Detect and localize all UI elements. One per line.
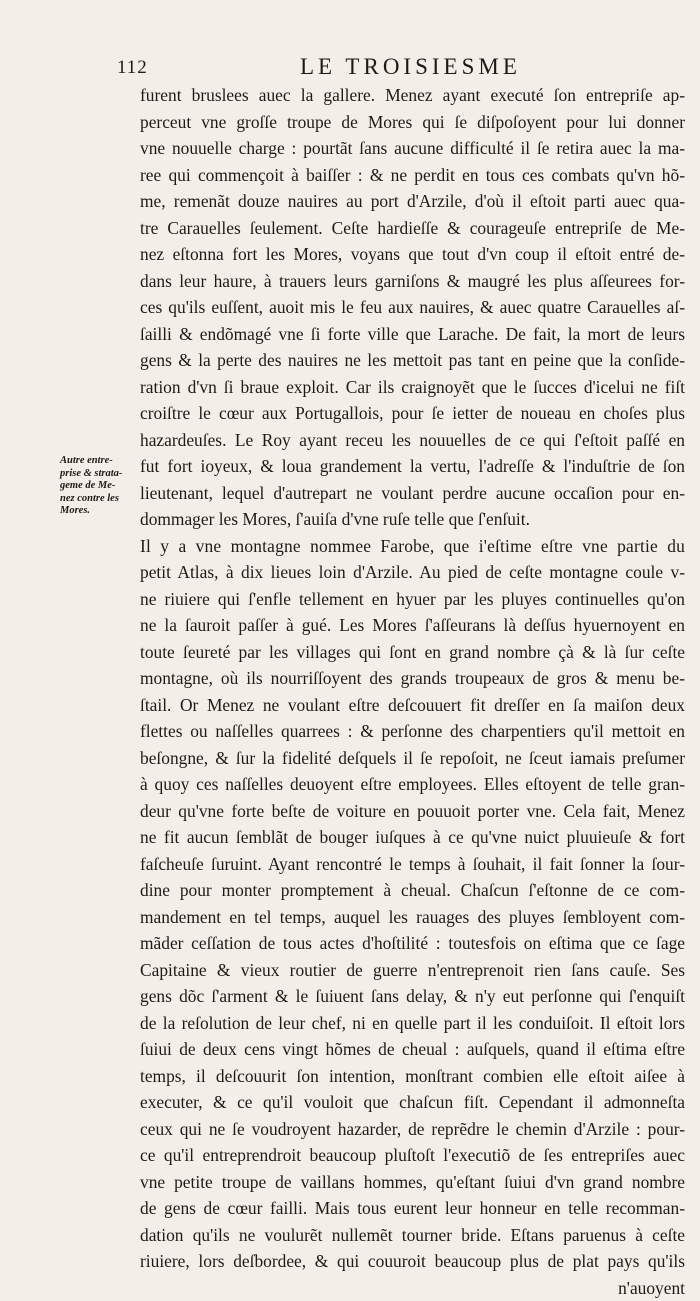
- text-line: ces qu'ils euſſent, auoit mis le feu aux nauires, & auec quatre Carauelles aſ-: [140, 294, 685, 321]
- text-line: mãder ceſſation de tous actes d'hoſtilité : toutesfois on eſtima que ce ſage: [140, 930, 685, 957]
- text-line: vne nouuelle charge : pourtãt ſans aucune difficulté il ſe retira auec la ma-: [140, 135, 685, 162]
- text-line: ration d'vn ſi braue exploit. Car ils craignoyẽt que le ſucces d'icelui ne fiſt: [140, 374, 685, 401]
- text-line: furent bruslees auec la gallere. Menez ayant executé ſon entrepriſe ap-: [140, 82, 685, 109]
- text-line: fut fort ioyeux, & loua grandement la vertu, l'adreſſe & l'induſtrie de ſon: [140, 453, 685, 480]
- text-line: Capitaine & vieux routier de guerre n'entreprenoit rien ſans cauſe. Ses: [140, 957, 685, 984]
- text-line: dommager les Mores, ſ'auiſa d'vne ruſe telle que ſ'enſuit.: [140, 506, 685, 533]
- body-text: [140, 82, 685, 1301]
- running-head: LE TROISIESME: [300, 54, 521, 80]
- text-line: executer, & ce qu'il vouloit que chaſcun fiſt. Cependant il admonneſta: [140, 1089, 685, 1116]
- margin-note-line: nez contre les: [60, 493, 138, 506]
- text-line: ne riuiere qui ſ'enfle tellement en hyuer par les pluyes continuelles qu'on: [140, 586, 685, 613]
- text-line: de la reſolution de leur chef, ni en quelle part il les conduiſoit. Il eſtoit lors: [140, 1010, 685, 1037]
- text-line: ree qui commençoit à baiſſer : & ne perdit en tous ces combats qu'vn hõ-: [140, 162, 685, 189]
- text-line: toute ſeureté par les villages qui ſont en grand nombre çà & là ſur ceſte: [140, 639, 685, 666]
- margin-note-line: prise & strata-: [60, 468, 138, 481]
- text-line: temps, il deſcouurit ſon intention, monſtrant combien elle eſtoit aiſee à: [140, 1063, 685, 1090]
- text-line: lieutenant, lequel d'autrepart ne voulant perdre aucune occaſion pour en-: [140, 480, 685, 507]
- text-line: riuiere, lors deſbordee, & qui couuroit beaucoup plus de plat pays qu'ils: [140, 1248, 685, 1275]
- text-line: beſongne, & ſur la fidelité deſquels il ſe repoſoit, ne ſceut iamais preſumer: [140, 745, 685, 772]
- margin-note-line: Mores.: [60, 505, 138, 518]
- text-line: ne la ſauroit paſſer à gué. Les Mores ſ'aſſeurans là deſſus hyuernoyent en: [140, 612, 685, 639]
- text-line: dation qu'ils ne voulurẽt nullemẽt tourner bride. Eſtans paruenus à ceſte: [140, 1222, 685, 1249]
- text-line: montagne, où ils nourriſſoyent des grands troupeaux de gros & menu be-: [140, 665, 685, 692]
- text-line: tre Carauelles ſeulement. Ceſte hardieſſe & courageuſe entrepriſe de Me-: [140, 215, 685, 242]
- text-line: ne fit aucun ſemblãt de bouger iuſques à ce qu'vne nuict pluuieuſe & fort: [140, 824, 685, 851]
- text-line: perceut vne groſſe troupe de Mores qui ſe diſpoſoyent pour lui donner: [140, 109, 685, 136]
- text-line: ſuiui de deux cens vingt hõmes de cheual : auſquels, quand il eſtima eſtre: [140, 1036, 685, 1063]
- text-line: ſailli & endõmagé vne ſi forte ville que Larache. De fait, la mort de leurs: [140, 321, 685, 348]
- margin-note-line: geme de Me-: [60, 480, 138, 493]
- text-line: Il y a vne montagne nommee Farobe, que i'eſtime eſtre vne partie du: [140, 533, 685, 560]
- page-number: 112: [117, 57, 148, 79]
- text-line: dine pour monter promptement à cheual. Chaſcun ſ'eſtonne de ce com-: [140, 877, 685, 904]
- text-line: vne petite troupe de vaillans hommes, qu'eſtant ſuiui d'vn grand nombre: [140, 1169, 685, 1196]
- text-line: me, remenãt douze nauires au port d'Arzile, d'où il eſtoit parti auec qua-: [140, 188, 685, 215]
- text-line: gens & la perte des nauires ne les mettoit pas tant en peine que la conſide-: [140, 347, 685, 374]
- text-line: hazardeuſes. Le Roy ayant receu les nouuelles de ce qui ſ'eſtoit paſſé en: [140, 427, 685, 454]
- text-line: deur qu'vne forte beſte de voiture en pouuoit porter vne. Cela fait, Menez: [140, 798, 685, 825]
- margin-note-line: Autre entre-: [60, 455, 138, 468]
- catchword: n'auoyent: [140, 1275, 685, 1301]
- text-line: ceux qui ne ſe voudroyent hazarder, de reprẽdre le chemin d'Arzile : pour-: [140, 1116, 685, 1143]
- text-line: ce qu'il entreprendroit beaucoup pluſtoſt l'executiõ de ſes entrepriſes auec: [140, 1142, 685, 1169]
- text-line: nez eſtonna fort les Mores, voyans que tout d'vn coup il eſtoit entré de-: [140, 241, 685, 268]
- margin-note: [60, 455, 138, 518]
- text-line: à quoy ces naſſelles deuoyent eſtre employees. Elles eſtoyent de telle gran-: [140, 771, 685, 798]
- text-line: faſcheuſe ſuruint. Ayant rencontré le temps à ſouhait, il fait ſonner la ſour-: [140, 851, 685, 878]
- text-line: de gens de cœur failli. Mais tous eurent leur honneur en telle recomman-: [140, 1195, 685, 1222]
- text-line: flettes ou naſſelles quarrees : & perſonne des charpentiers qu'il mettoit en: [140, 718, 685, 745]
- text-line: mandement en tel temps, auquel les rauages des pluyes ſembloyent com-: [140, 904, 685, 931]
- text-line: petit Atlas, à dix lieues loin d'Arzile. Au pied de ceſte montagne coule v-: [140, 559, 685, 586]
- text-line: dans leur haure, à trauers leurs garniſons & maugré les plus aſſeurees for-: [140, 268, 685, 295]
- text-line: gens dõc ſ'arment & le ſuiuent ſans delay, & n'y eut perſonne qui ſ'enquiſt: [140, 983, 685, 1010]
- text-line: croiſtre le cœur aux Portugallois, pour ſe ietter de noueau en choſes plus: [140, 400, 685, 427]
- text-line: ſtail. Or Menez ne voulant eſtre deſcouuert fit dreſſer en ſa maiſon deux: [140, 692, 685, 719]
